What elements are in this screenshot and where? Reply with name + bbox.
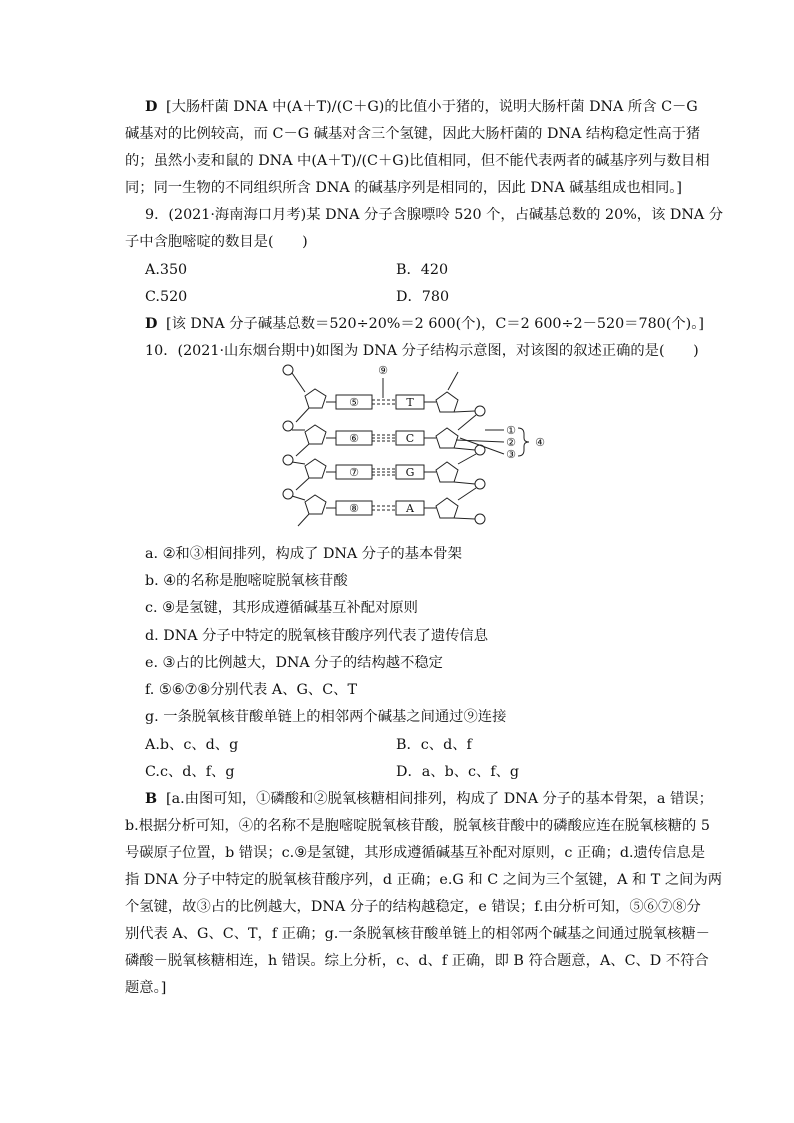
phosphate-circle: [283, 365, 293, 375]
label-1: ①: [506, 424, 516, 437]
q9-explanation: [该 DNA 分子碱基总数＝520÷20%＝2 600(个)，C＝2 600÷2－520＝780(个)。]: [166, 316, 704, 332]
base-g: G: [405, 466, 415, 479]
deoxyribose-pentagon: [305, 459, 326, 478]
q8-explanation-line-2: 碱基对的比例较高，而 C－G 碱基对含三个氢键，因此大肠杆菌的 DNA 结构稳定性高于猪: [125, 126, 701, 142]
deoxyribose-pentagon: [436, 462, 458, 482]
q10-statement-a: a. ②和③相间排列，构成了 DNA 分子的基本骨架: [145, 546, 462, 562]
deoxyribose-pentagon: [305, 425, 326, 444]
q9-option-d: D．780: [396, 289, 450, 305]
q10-option-d: D．a、b、c、f、g: [396, 764, 520, 780]
q10-statement-b: b. ④的名称是胞嘧啶脱氧核苷酸: [145, 573, 348, 589]
label-4: ④: [535, 436, 545, 449]
label-3: ③: [506, 448, 516, 461]
q10-statement-f: f. ⑤⑥⑦⑧分别代表 A、G、C、T: [145, 682, 357, 698]
q10-explanation-line-7: 磷酸－脱氧核糖相连，h 错误。综上分析，c、d、f 正确，即 B 符合题意，A、C、D 不符合: [125, 953, 709, 969]
label-6: ⑥: [349, 432, 359, 445]
phosphate-circle: [475, 514, 485, 524]
q9-answer-letter: D: [145, 316, 158, 332]
deoxyribose-pentagon: [305, 389, 326, 408]
q10-stem: 10．(2021·山东烟台期中)如图为 DNA 分子结构示意图，对该图的叙述正确的是( ): [145, 343, 699, 359]
q10-statement-c: c. ⑨是氢键，其形成遵循碱基互补配对原则: [145, 600, 418, 616]
q8-explanation-line-3: 的；虽然小麦和鼠的 DNA 中(A＋T)/(C＋G)比值相同，但不能代表两者的碱基序列与数目相: [125, 153, 710, 169]
dna-structure-diagram: [270, 358, 560, 528]
deoxyribose-pentagon: [436, 392, 458, 412]
q10-explanation-line-2: b.根据分析可知，④的名称不是胞嘧啶脱氧核苷酸，脱氧核苷酸中的磷酸应连在脱氧核糖的 5: [125, 818, 710, 834]
q10-explanation-line-8: 题意。]: [125, 980, 167, 996]
phosphate-circle: [475, 406, 485, 416]
deoxyribose-pentagon: [305, 495, 326, 514]
label-9: ⑨: [378, 364, 388, 377]
q10-explanation-line-4: 指 DNA 分子中特定的脱氧核苷酸序列，d 正确；e.G 和 C 之间为三个氢键，A 和 T 之间为两: [125, 872, 723, 888]
q10-option-b: B．c、d、f: [396, 737, 472, 753]
q9-option-b: B．420: [396, 262, 449, 278]
q9-option-c: C.520: [145, 289, 188, 305]
deoxyribose-pentagon: [436, 498, 458, 518]
q9-option-a: A.350: [145, 262, 188, 278]
base-t: T: [406, 396, 414, 409]
base-a: A: [406, 502, 414, 515]
phosphate-circle: [283, 421, 293, 431]
phosphate-circle: [283, 489, 293, 499]
q10-statement-g: g. 一条脱氧核苷酸单链上的相邻两个碱基之间通过⑨连接: [145, 709, 507, 725]
q10-explanation-line-3: 号碳原子位置，b 错误；c.⑨是氢键，其形成遵循碱基互补配对原则，c 正确；d.遗传信息是: [125, 845, 705, 861]
label-2: ②: [506, 436, 516, 449]
deoxyribose-pentagon: [436, 428, 458, 448]
q10-option-c: C.c、d、f、g: [145, 764, 235, 780]
label-7: ⑦: [349, 466, 359, 479]
q8-explanation-line-4: 同；同一生物的不同组织所含 DNA 的碱基序列是相同的，因此 DNA 碱基组成也相同。]: [125, 180, 682, 196]
label-8: ⑧: [349, 502, 359, 515]
q9-stem-line-1: 9．(2021·海南海口月考)某 DNA 分子含腺嘌呤 520 个，占碱基总数的 20%，该 DNA 分: [145, 207, 724, 223]
q10-explanation-line-6: 别代表 A、G、C、T，f 正确；g.一条脱氧核苷酸单链上的相邻两个碱基之间通过脱氧核糖－: [125, 926, 710, 942]
q10-explanation-line-1: [a.由图可知，①磷酸和②脱氧核糖相间排列，构成了 DNA 分子的基本骨架，a 错误；: [166, 791, 713, 807]
label-5: ⑤: [349, 396, 359, 409]
phosphate-circle: [283, 455, 293, 465]
q10-answer-letter: B: [145, 791, 158, 807]
q8-answer-letter: D: [145, 99, 158, 115]
q10-explanation-line-5: 个氢键，故③占的比例越大，DNA 分子的结构越稳定，e 错误；f.由分析可知，⑤⑥⑦⑧分: [125, 899, 701, 915]
q10-statement-d: d. DNA 分子中特定的脱氧核苷酸序列代表了遗传信息: [145, 628, 489, 644]
base-c: C: [405, 432, 415, 445]
q9-stem-line-2: 子中含胞嘧啶的数目是( ): [125, 234, 308, 250]
phosphate-circle: [475, 479, 485, 489]
q10-option-a: A.b、c、d、g: [145, 737, 239, 753]
q10-statement-e: e. ③占的比例越大，DNA 分子的结构越不稳定: [145, 655, 443, 671]
q8-explanation-line-1: [大肠杆菌 DNA 中(A＋T)/(C＋G)的比值小于猪的，说明大肠杆菌 DNA 所含 C－G: [166, 99, 698, 115]
